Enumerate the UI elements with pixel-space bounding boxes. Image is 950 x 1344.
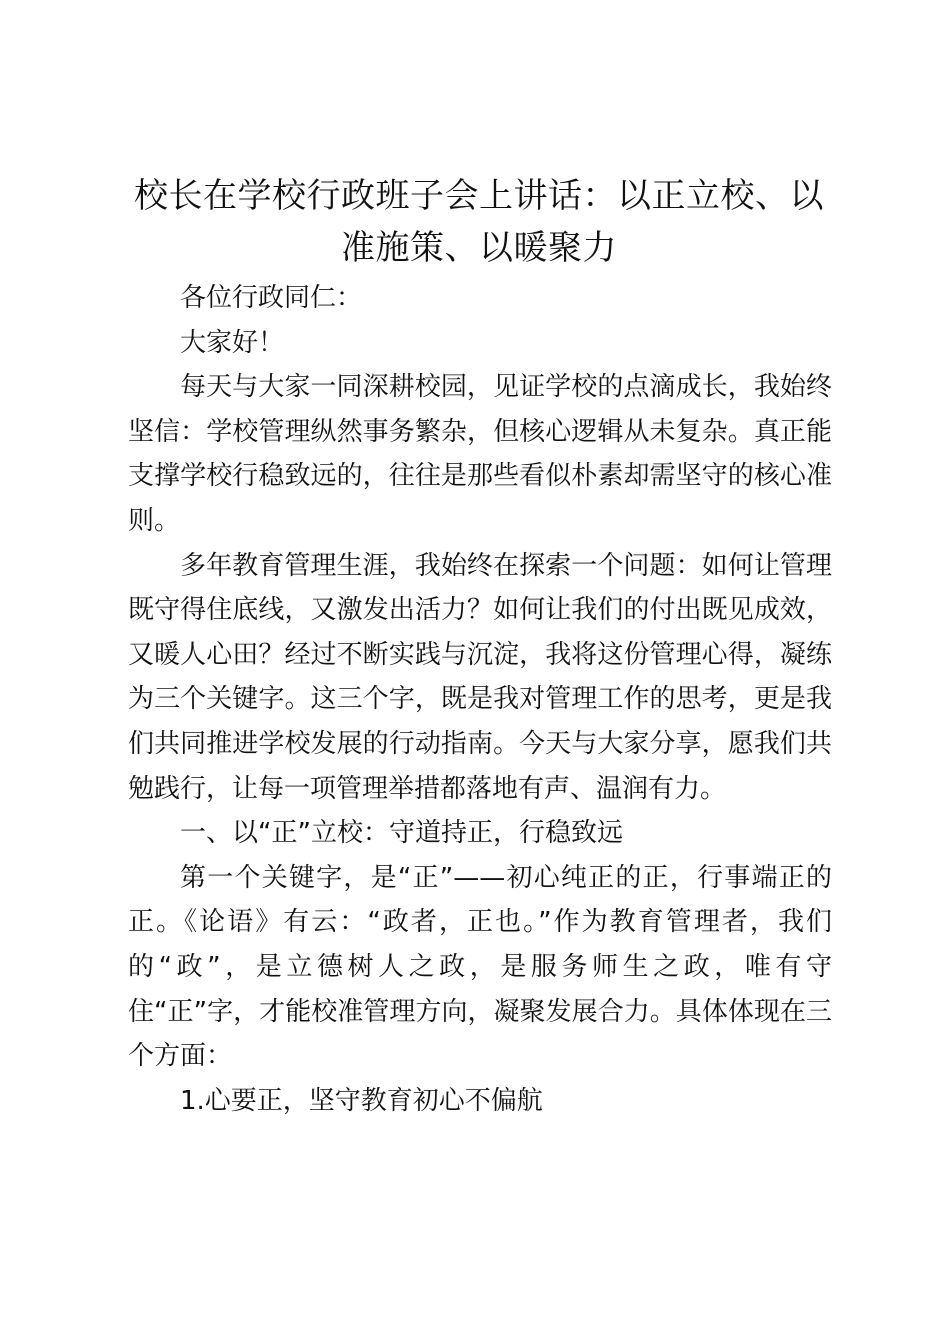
paragraph-keywords: 多年教育管理生涯，我始终在探索一个问题：如何让管理既守得住底线，又激发出活力？如何让我们的付出既见成效，又暖人心田？经过不断实践与沉淀，我将这份管理心得，凝练为三个关键字。这三个字，既是我对管理工作的思考，更是我们共同推进学校发展的行动指南。今天与大家分享，愿我们共勉践行，让每一项管理举措都落地有声、温润有力。 bbox=[128, 550, 832, 804]
subsection-heading-1: 1.心要正，坚守教育初心不偏航 bbox=[180, 1085, 543, 1116]
salutation: 各位行政同仁： bbox=[180, 283, 363, 313]
greeting: 大家好！ bbox=[180, 327, 285, 358]
section-heading-1: 一、以“正”立校：守道持正，行稳致远 bbox=[180, 818, 623, 849]
document-body bbox=[128, 276, 832, 1123]
paragraph-intro: 每天与大家一同深耕校园，见证学校的点滴成长，我始终坚信：学校管理纵然事务繁杂，但核心逻辑从未复杂。真正能支撑学校行稳致远的，往往是那些看似朴素却需坚守的核心准则。 bbox=[128, 372, 832, 536]
document-title: 校长在学校行政班子会上讲话：以正立校、以准施策、以暖聚力 bbox=[134, 176, 824, 268]
paragraph-zheng: 第一个关键字，是“正”——初心纯正的正，行事端正的正。《论语》有云：“政者，正也。”作为教育管理者，我们的“政”，是立德树人之政，是服务师生之政，唯有守住“正”字，才能校准管理方向，凝聚发展合力。具体体现在三个方面： bbox=[128, 862, 832, 1072]
